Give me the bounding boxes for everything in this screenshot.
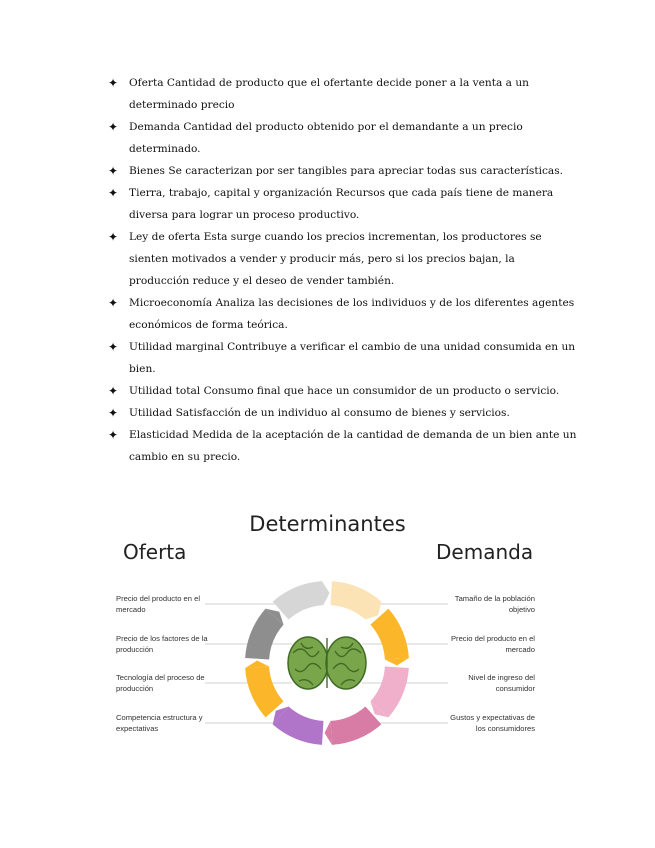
definition-text: Satisfacción de un individuo al consumo de bienes y servicios.: [175, 407, 510, 419]
definition-item: [108, 292, 578, 336]
definition-item: [108, 160, 578, 182]
supply-factor-label: Precio de los factores de la producción: [116, 634, 208, 654]
star-bullet-icon: ✦: [108, 428, 119, 442]
definition-item: [108, 402, 578, 424]
definition-item: [108, 336, 578, 380]
figure-title: Determinantes: [249, 512, 406, 536]
definition-item: [108, 72, 578, 116]
definition-text: Se caracterizan por ser tangibles para apreciar todas sus características.: [168, 165, 564, 177]
star-bullet-icon: ✦: [108, 384, 119, 398]
definition-item: [108, 380, 578, 402]
supply-heading: Oferta: [123, 540, 187, 564]
star-bullet-icon: ✦: [108, 76, 119, 90]
definition-text: Contribuye a verificar el cambio de una unidad consumida en un bien.: [129, 341, 576, 375]
demand-factor-label: Tamaño de la población objetivo: [454, 594, 535, 614]
wheel-segment: [331, 706, 382, 744]
definition-term: Tierra, trabajo, capital y organización: [129, 187, 333, 199]
demand-factor-label: Gustos y expectativas de los consumidores: [450, 713, 535, 733]
definition-item: [108, 424, 578, 468]
supply-factor-label: Precio del producto en el mercado: [116, 594, 201, 614]
supply-factor-label: Tecnología del proceso de producción: [116, 673, 205, 693]
definition-term: Utilidad total: [129, 385, 201, 397]
demand-factor-label: Nivel de ingreso del consumidor: [468, 673, 535, 693]
star-bullet-icon: ✦: [108, 340, 119, 354]
wheel-segment: [370, 609, 408, 660]
definition-text: Recursos que cada país tiene de manera diversa para lograr un proceso productivo.: [129, 187, 554, 221]
definition-term: Bienes: [129, 165, 165, 177]
wheel-segment: [273, 581, 324, 619]
supply-factor-label: Competencia estructura y expectativas: [116, 713, 203, 733]
wheel-segment: [245, 667, 283, 718]
definition-term: Demanda: [129, 121, 181, 133]
definition-text: Esta surge cuando los precios incrementan, los productores se sienten motivados a vender y producir más, pero si los precios bajan, la producción reduce y el deseo de vender también.: [129, 231, 542, 287]
definition-text: Analiza las decisiones de los individuos y de los diferentes agentes económicos de forma teórica.: [129, 297, 575, 331]
definitions-list: [108, 72, 578, 468]
definition-text: Consumo final que hace un consumidor de un producto o servicio.: [203, 385, 560, 397]
demand-heading: Demanda: [436, 540, 534, 564]
definition-term: Ley de oferta: [129, 231, 201, 243]
star-bullet-icon: ✦: [108, 164, 119, 178]
definition-item: [108, 116, 578, 160]
demand-factor-label: Precio del producto en el mercado: [450, 634, 535, 654]
definition-term: Elasticidad: [129, 429, 189, 441]
definition-item: [108, 182, 578, 226]
definition-text: Cantidad del producto obtenido por el demandante a un precio determinado.: [129, 121, 523, 155]
definition-text: Medida de la aceptación de la cantidad de demanda de un bien ante un cambio en su precio.: [129, 429, 577, 463]
definition-item: [108, 226, 578, 292]
star-bullet-icon: ✦: [108, 406, 119, 420]
star-bullet-icon: ✦: [108, 230, 119, 244]
star-bullet-icon: ✦: [108, 186, 119, 200]
star-bullet-icon: ✦: [108, 296, 119, 310]
definition-term: Utilidad marginal: [129, 341, 224, 353]
definition-term: Oferta: [129, 77, 164, 89]
definition-text: Cantidad de producto que el ofertante decide poner a la venta a un determinado precio: [129, 77, 529, 111]
definition-term: Utilidad: [129, 407, 173, 419]
determinants-figure: [0, 500, 655, 770]
definition-term: Microeconomía: [129, 297, 213, 309]
star-bullet-icon: ✦: [108, 120, 119, 134]
determinants-wheel: [0, 500, 655, 770]
